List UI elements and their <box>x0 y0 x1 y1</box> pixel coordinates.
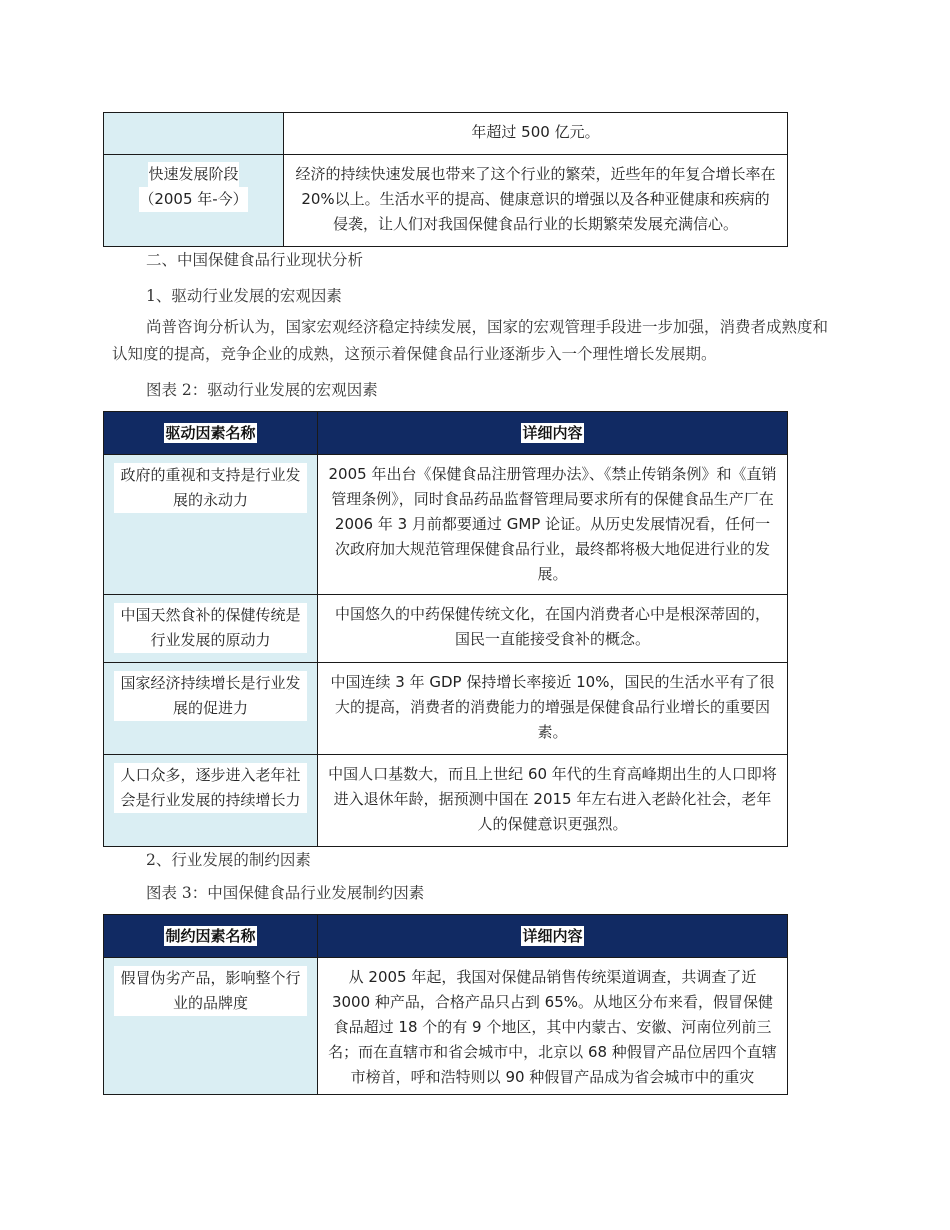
factor-label-cell <box>104 755 318 847</box>
stage-content: 经济的持续快速发展也带来了这个行业的繁荣，近些年的年复合增长率在 20%以上。生活水平的提高、健康意识的增强以及各种亚健康和疾病的侵袭，让人们对我国保健食品行业的长期繁荣发展充满信心。 <box>295 165 776 233</box>
constraint-content-cell <box>318 958 788 1095</box>
driving-factors-table <box>103 411 788 847</box>
constraint-label: 假冒伪劣产品，影响整个行业的品牌度 <box>114 966 307 1016</box>
table-row <box>104 663 788 755</box>
header-details: 详细内容 <box>318 915 788 958</box>
analysis-paragraph: 尚普咨询分析认为，国家宏观经济稳定持续发展，国家的宏观管理手段进一步加强，消费者成熟度和认知度的提高，竞争企业的成熟，这预示着保健食品行业逐渐步入一个理性增长发展期。 <box>112 318 829 363</box>
factor-content-cell <box>318 455 788 595</box>
constraint-label-cell <box>104 958 318 1095</box>
header-factor-name: 驱动因素名称 <box>104 412 318 455</box>
table-row <box>104 958 788 1095</box>
stage-label-cell <box>104 155 284 247</box>
header-details: 详细内容 <box>318 412 788 455</box>
factor-label: 中国天然食补的保健传统是行业发展的原动力 <box>114 603 307 653</box>
stage-content-cell <box>284 155 788 247</box>
factor-label-cell <box>104 663 318 755</box>
table-row <box>104 113 788 155</box>
development-stage-table <box>103 112 788 247</box>
stage-period: （2005 年-今） <box>139 187 247 212</box>
factor-content-cell <box>318 595 788 663</box>
table-row <box>104 155 788 247</box>
stage-label-cell <box>104 113 284 155</box>
table-header-row <box>104 915 788 958</box>
table-header-row <box>104 412 788 455</box>
figure-caption-3: 图表 3：中国保健食品行业发展制约因素 <box>146 884 425 902</box>
subheading-macro-factors: 1、驱动行业发展的宏观因素 <box>146 287 342 305</box>
stage-label: 快速发展阶段 <box>148 162 238 187</box>
section-heading: 二、中国保健食品行业现状分析 <box>146 251 364 269</box>
figure-caption-2: 图表 2：驱动行业发展的宏观因素 <box>146 381 378 399</box>
factor-content: 中国悠久的中药保健传统文化，在国内消费者心中是根深蒂固的，国民一直能接受食补的概念。 <box>334 605 770 648</box>
factor-content: 2005 年出台《保健食品注册管理办法》、《禁止传销条例》和《直销管理条例》，同时食品药品监督管理局要求所有的保健食品生产厂在 2006 年 3 月前都要通过 GMP 论证。从历史发展情况看，任何一次政府加大规范管理保健食品行业，最终都将极大地促进行业的发展。 <box>328 465 777 583</box>
table-row <box>104 595 788 663</box>
factor-label: 政府的重视和支持是行业发展的永动力 <box>114 463 307 513</box>
factor-content-cell <box>318 755 788 847</box>
constraint-content: 从 2005 年起，我国对保健品销售传统渠道调查，共调查了近 3000 种产品，合格产品只占到 65%。从地区分布来看，假冒保健食品超过 18 个的有 9 个地区，其中内蒙古、安徽、河南位列前三名；而在直辖市和省会城市中，北京以 68 种假冒产品位居四个直辖市榜首，呼和浩特则以 90 种假冒产品成为省会城市中的重灾 <box>328 968 777 1086</box>
factor-label: 国家经济持续增长是行业发展的促进力 <box>114 671 307 721</box>
table-row <box>104 455 788 595</box>
factor-label-cell <box>104 455 318 595</box>
subheading-constraints: 2、行业发展的制约因素 <box>146 851 311 869</box>
factor-content-cell <box>318 663 788 755</box>
header-constraint-name: 制约因素名称 <box>104 915 318 958</box>
factor-content: 中国连续 3 年 GDP 保持增长率接近 10%，国民的生活水平有了很大的提高，消费者的消费能力的增强是保健食品行业增长的重要因素。 <box>330 673 775 741</box>
factor-label-cell <box>104 595 318 663</box>
stage-content: 年超过 500 亿元。 <box>471 123 600 141</box>
table-row <box>104 755 788 847</box>
factor-label: 人口众多，逐步进入老年社会是行业发展的持续增长力 <box>114 763 307 813</box>
stage-content-cell <box>284 113 788 155</box>
constraint-factors-table <box>103 914 788 1095</box>
factor-content: 中国人口基数大，而且上世纪 60 年代的生育高峰期出生的人口即将进入退休年龄，据预测中国在 2015 年左右进入老龄化社会，老年人的保健意识更强烈。 <box>328 765 777 833</box>
